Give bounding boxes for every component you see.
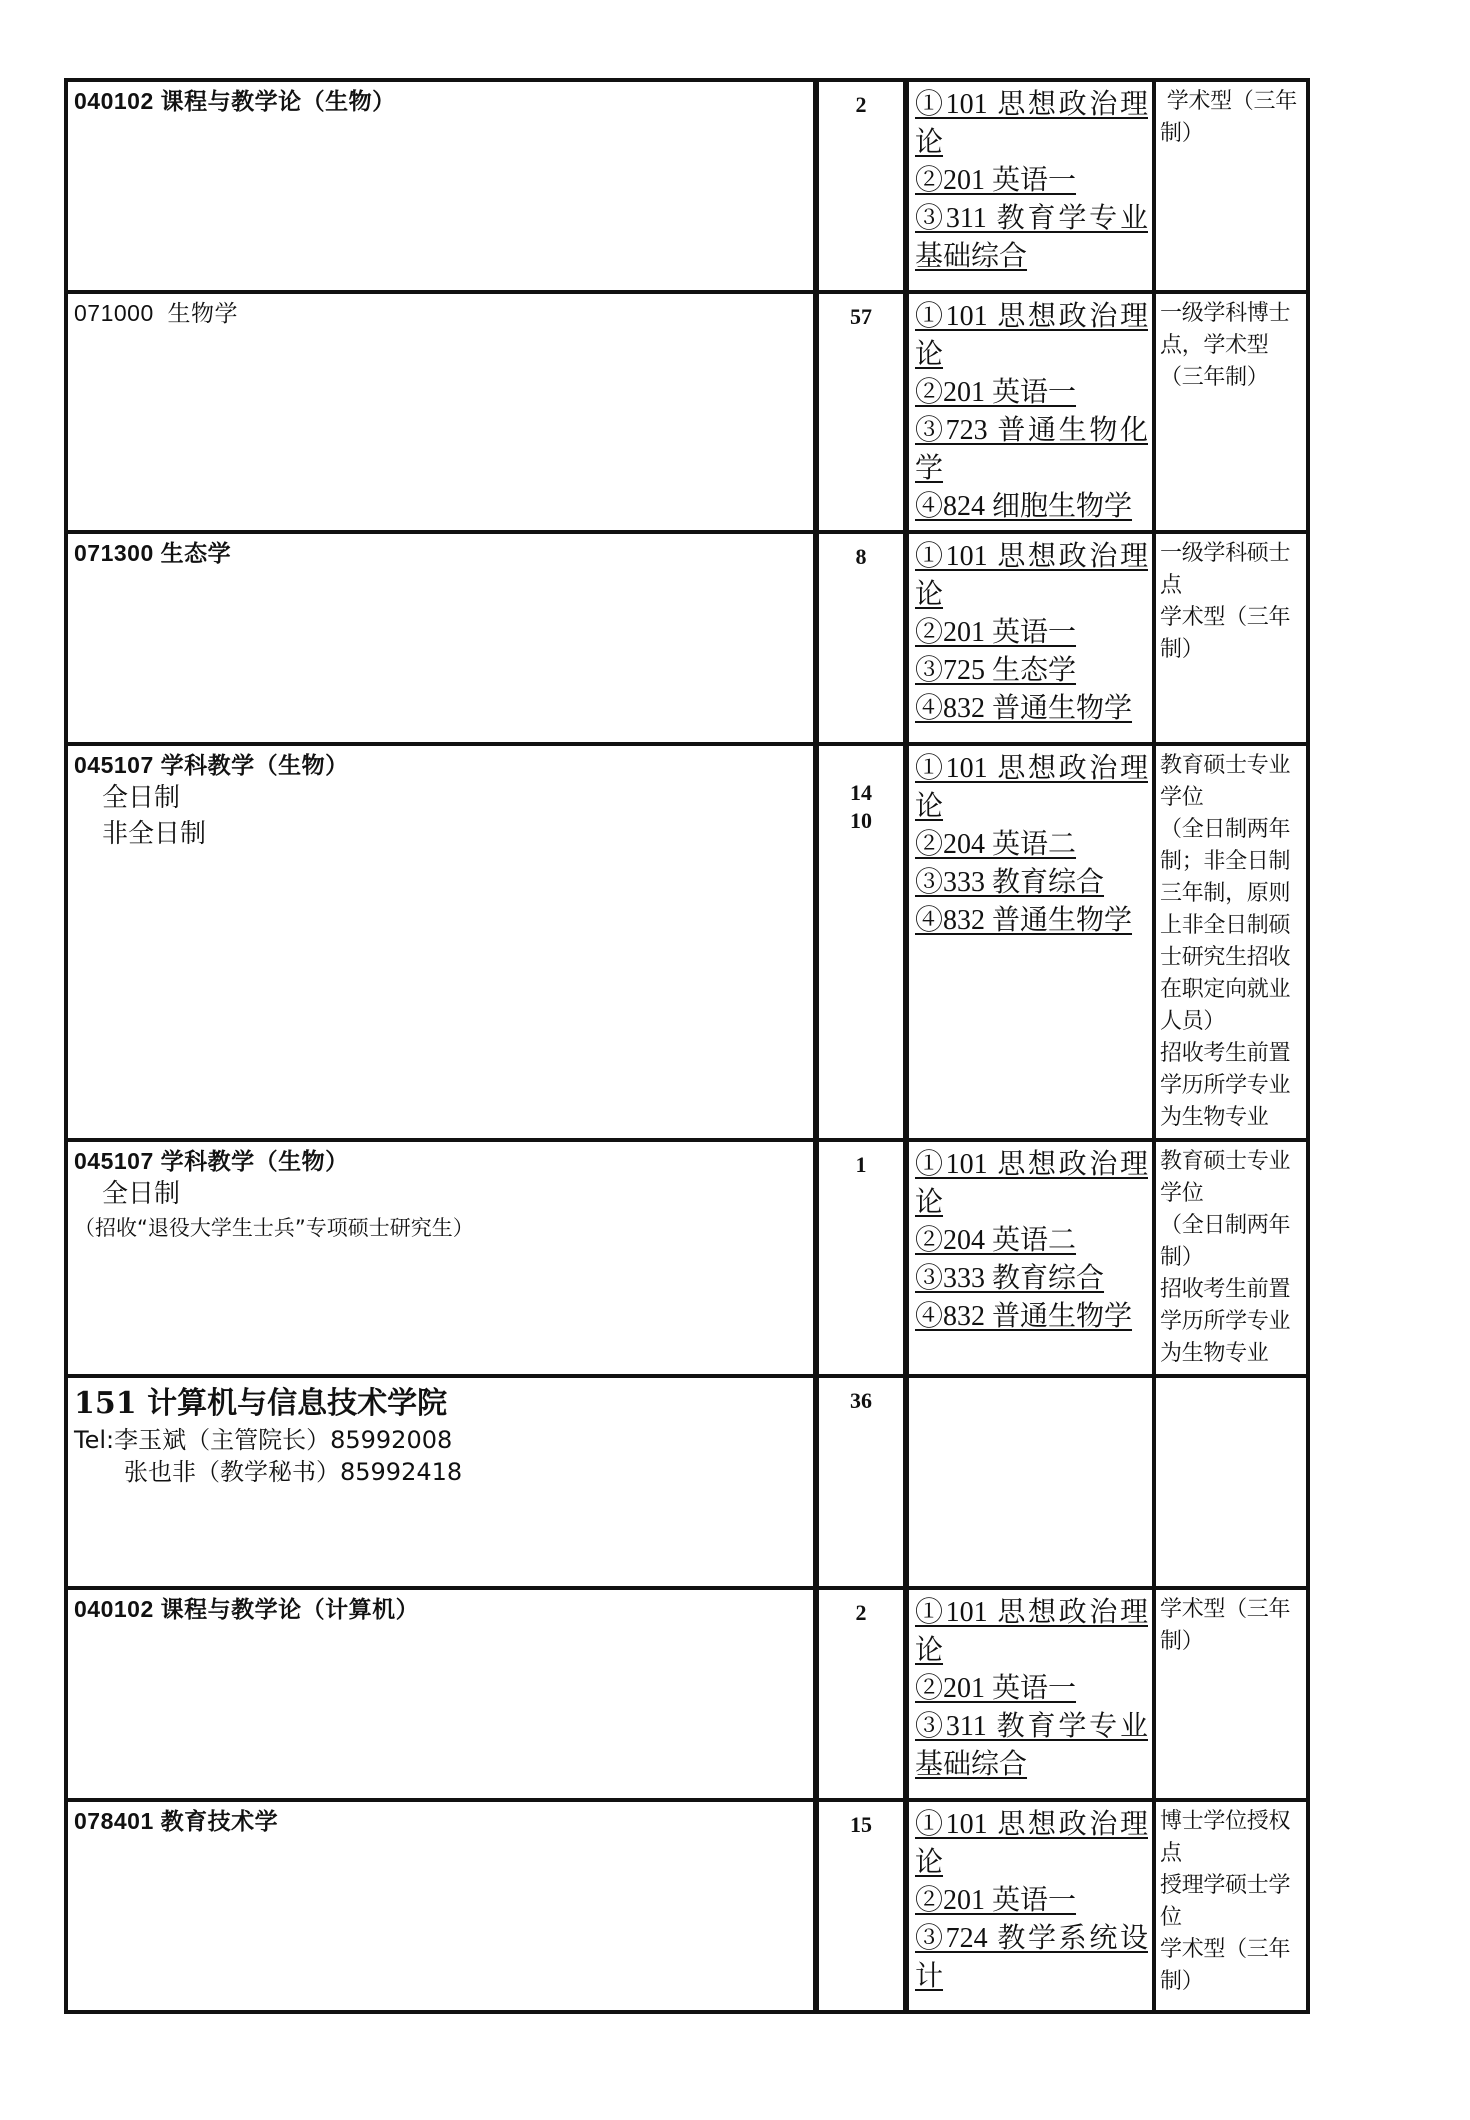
exam-subject: ②204 英语二 — [915, 1225, 1077, 1256]
exam-subject: ③333 教育综合 — [915, 867, 1105, 898]
exam-subject: ②201 英语一 — [915, 1885, 1077, 1916]
department-cell — [66, 1376, 816, 1588]
table-row — [66, 1588, 1308, 1800]
remarks-cell — [1154, 1376, 1308, 1588]
exam-subject: ④824 细胞生物学 — [915, 491, 1133, 522]
enrollment-count: 8 — [855, 544, 867, 569]
remarks-text: 一级学科硕士点 学术型（三年制） — [1160, 541, 1291, 662]
exam-subject: ①101 思想政治理论 — [915, 301, 1148, 370]
table-row — [66, 1800, 1308, 2012]
exam-subject: ③724 教学系统设计 — [915, 1923, 1148, 1992]
contact-line: Tel:李玉斌（主管院长）85992008 — [74, 1426, 453, 1454]
exam-subjects-cell — [906, 1376, 1154, 1588]
enrollment-count: 1 — [855, 1152, 867, 1177]
exam-subject: ③333 教育综合 — [915, 1263, 1105, 1294]
exam-subject: ②201 英语一 — [915, 377, 1077, 408]
contact-line: 张也非（教学秘书）85992418 — [124, 1458, 463, 1486]
program-cell — [66, 1588, 816, 1800]
remarks-cell — [1154, 80, 1308, 292]
program-cell — [66, 532, 816, 744]
enrollment-count: 36 — [850, 1388, 872, 1413]
exam-subject: ①101 思想政治理论 — [915, 1597, 1148, 1666]
exam-subject: ②201 英语一 — [915, 165, 1077, 196]
enrollment-cell — [816, 1800, 906, 2012]
remarks-cell — [1154, 292, 1308, 532]
enrollment-cell — [816, 1376, 906, 1588]
program-cell — [66, 1140, 816, 1376]
exam-subjects-cell — [906, 80, 1154, 292]
enrollment-count: 57 — [850, 304, 872, 329]
program-title: 040102 课程与教学论（生物） — [74, 88, 396, 114]
enrollment-count: 2 — [855, 1600, 867, 1625]
admissions-table — [64, 78, 1310, 2014]
remarks-text: 博士学位授权点 授理学硕士学位 学术型（三年制） — [1160, 1809, 1291, 1994]
exam-subjects-cell — [906, 1800, 1154, 2012]
exam-subjects-cell — [906, 532, 1154, 744]
enrollment-cell — [816, 532, 906, 744]
enrollment-cell — [816, 292, 906, 532]
table-row — [66, 1140, 1308, 1376]
remarks-cell — [1154, 744, 1308, 1140]
study-mode: 全日制 — [102, 1179, 181, 1209]
program-remark: （招收“退役大学生士兵”专项硕士研究生） — [74, 1216, 474, 1240]
exam-subject: ③311 教育学专业基础综合 — [915, 203, 1148, 272]
enrollment-count: 14 — [850, 780, 872, 805]
program-title: 040102 课程与教学论（计算机） — [74, 1596, 420, 1622]
exam-subject: ②201 英语一 — [915, 1673, 1077, 1704]
program-title: 078401 教育技术学 — [74, 1808, 279, 1834]
remarks-cell — [1154, 1140, 1308, 1376]
exam-subject: ①101 思想政治理论 — [915, 541, 1148, 610]
exam-subject: ②201 英语一 — [915, 617, 1077, 648]
remarks-text: 一级学科博士点，学术型（三年制） — [1160, 301, 1291, 390]
table-row — [66, 1376, 1308, 1588]
remarks-text: 教育硕士专业学位 （全日制两年制） 招收考生前置学历所学专业为生物专业 — [1160, 1149, 1291, 1366]
exam-subjects-cell — [906, 1588, 1154, 1800]
program-title: 071000 生物学 — [74, 300, 239, 326]
program-title: 045107 学科教学（生物） — [74, 752, 349, 778]
enrollment-cell — [816, 80, 906, 292]
exam-subject: ②204 英语二 — [915, 829, 1077, 860]
remarks-text: 教育硕士专业学位 （全日制两年制；非全日制三年制，原则上非全日制硕士研究生招收在职定向就业人员） 招收考生前置学历所学专业为生物专业 — [1160, 753, 1291, 1130]
exam-subject: ③725 生态学 — [915, 655, 1077, 686]
enrollment-count: 15 — [850, 1812, 872, 1837]
remarks-text: 学术型（三年制） — [1160, 89, 1297, 146]
table-row — [66, 80, 1308, 292]
table-row — [66, 744, 1308, 1140]
exam-subject: ①101 思想政治理论 — [915, 1809, 1148, 1878]
exam-subjects-cell — [906, 744, 1154, 1140]
exam-subject: ④832 普通生物学 — [915, 905, 1133, 936]
exam-subjects-cell — [906, 292, 1154, 532]
department-title: 151 计算机与信息技术学院 — [74, 1386, 448, 1421]
program-title: 045107 学科教学（生物） — [74, 1148, 349, 1174]
study-mode: 全日制 — [102, 783, 181, 813]
exam-subject: ④832 普通生物学 — [915, 693, 1133, 724]
program-cell — [66, 1800, 816, 2012]
remarks-cell — [1154, 532, 1308, 744]
remarks-text: 学术型（三年制） — [1160, 1597, 1291, 1654]
table-row — [66, 292, 1308, 532]
enrollment-cell — [816, 1588, 906, 1800]
enrollment-count: 10 — [850, 808, 872, 833]
remarks-cell — [1154, 1800, 1308, 2012]
program-cell — [66, 80, 816, 292]
exam-subject: ①101 思想政治理论 — [915, 89, 1148, 158]
program-cell — [66, 744, 816, 1140]
exam-subject: ③723 普通生物化学 — [915, 415, 1148, 484]
exam-subject: ①101 思想政治理论 — [915, 1149, 1148, 1218]
table-row — [66, 532, 1308, 744]
exam-subject: ①101 思想政治理论 — [915, 753, 1148, 822]
enrollment-count: 2 — [855, 92, 867, 117]
exam-subject: ③311 教育学专业基础综合 — [915, 1711, 1148, 1780]
program-cell — [66, 292, 816, 532]
program-title: 071300 生态学 — [74, 540, 232, 566]
study-mode: 非全日制 — [102, 819, 207, 849]
exam-subject: ④832 普通生物学 — [915, 1301, 1133, 1332]
enrollment-cell — [816, 1140, 906, 1376]
enrollment-cell — [816, 744, 906, 1140]
remarks-cell — [1154, 1588, 1308, 1800]
exam-subjects-cell — [906, 1140, 1154, 1376]
